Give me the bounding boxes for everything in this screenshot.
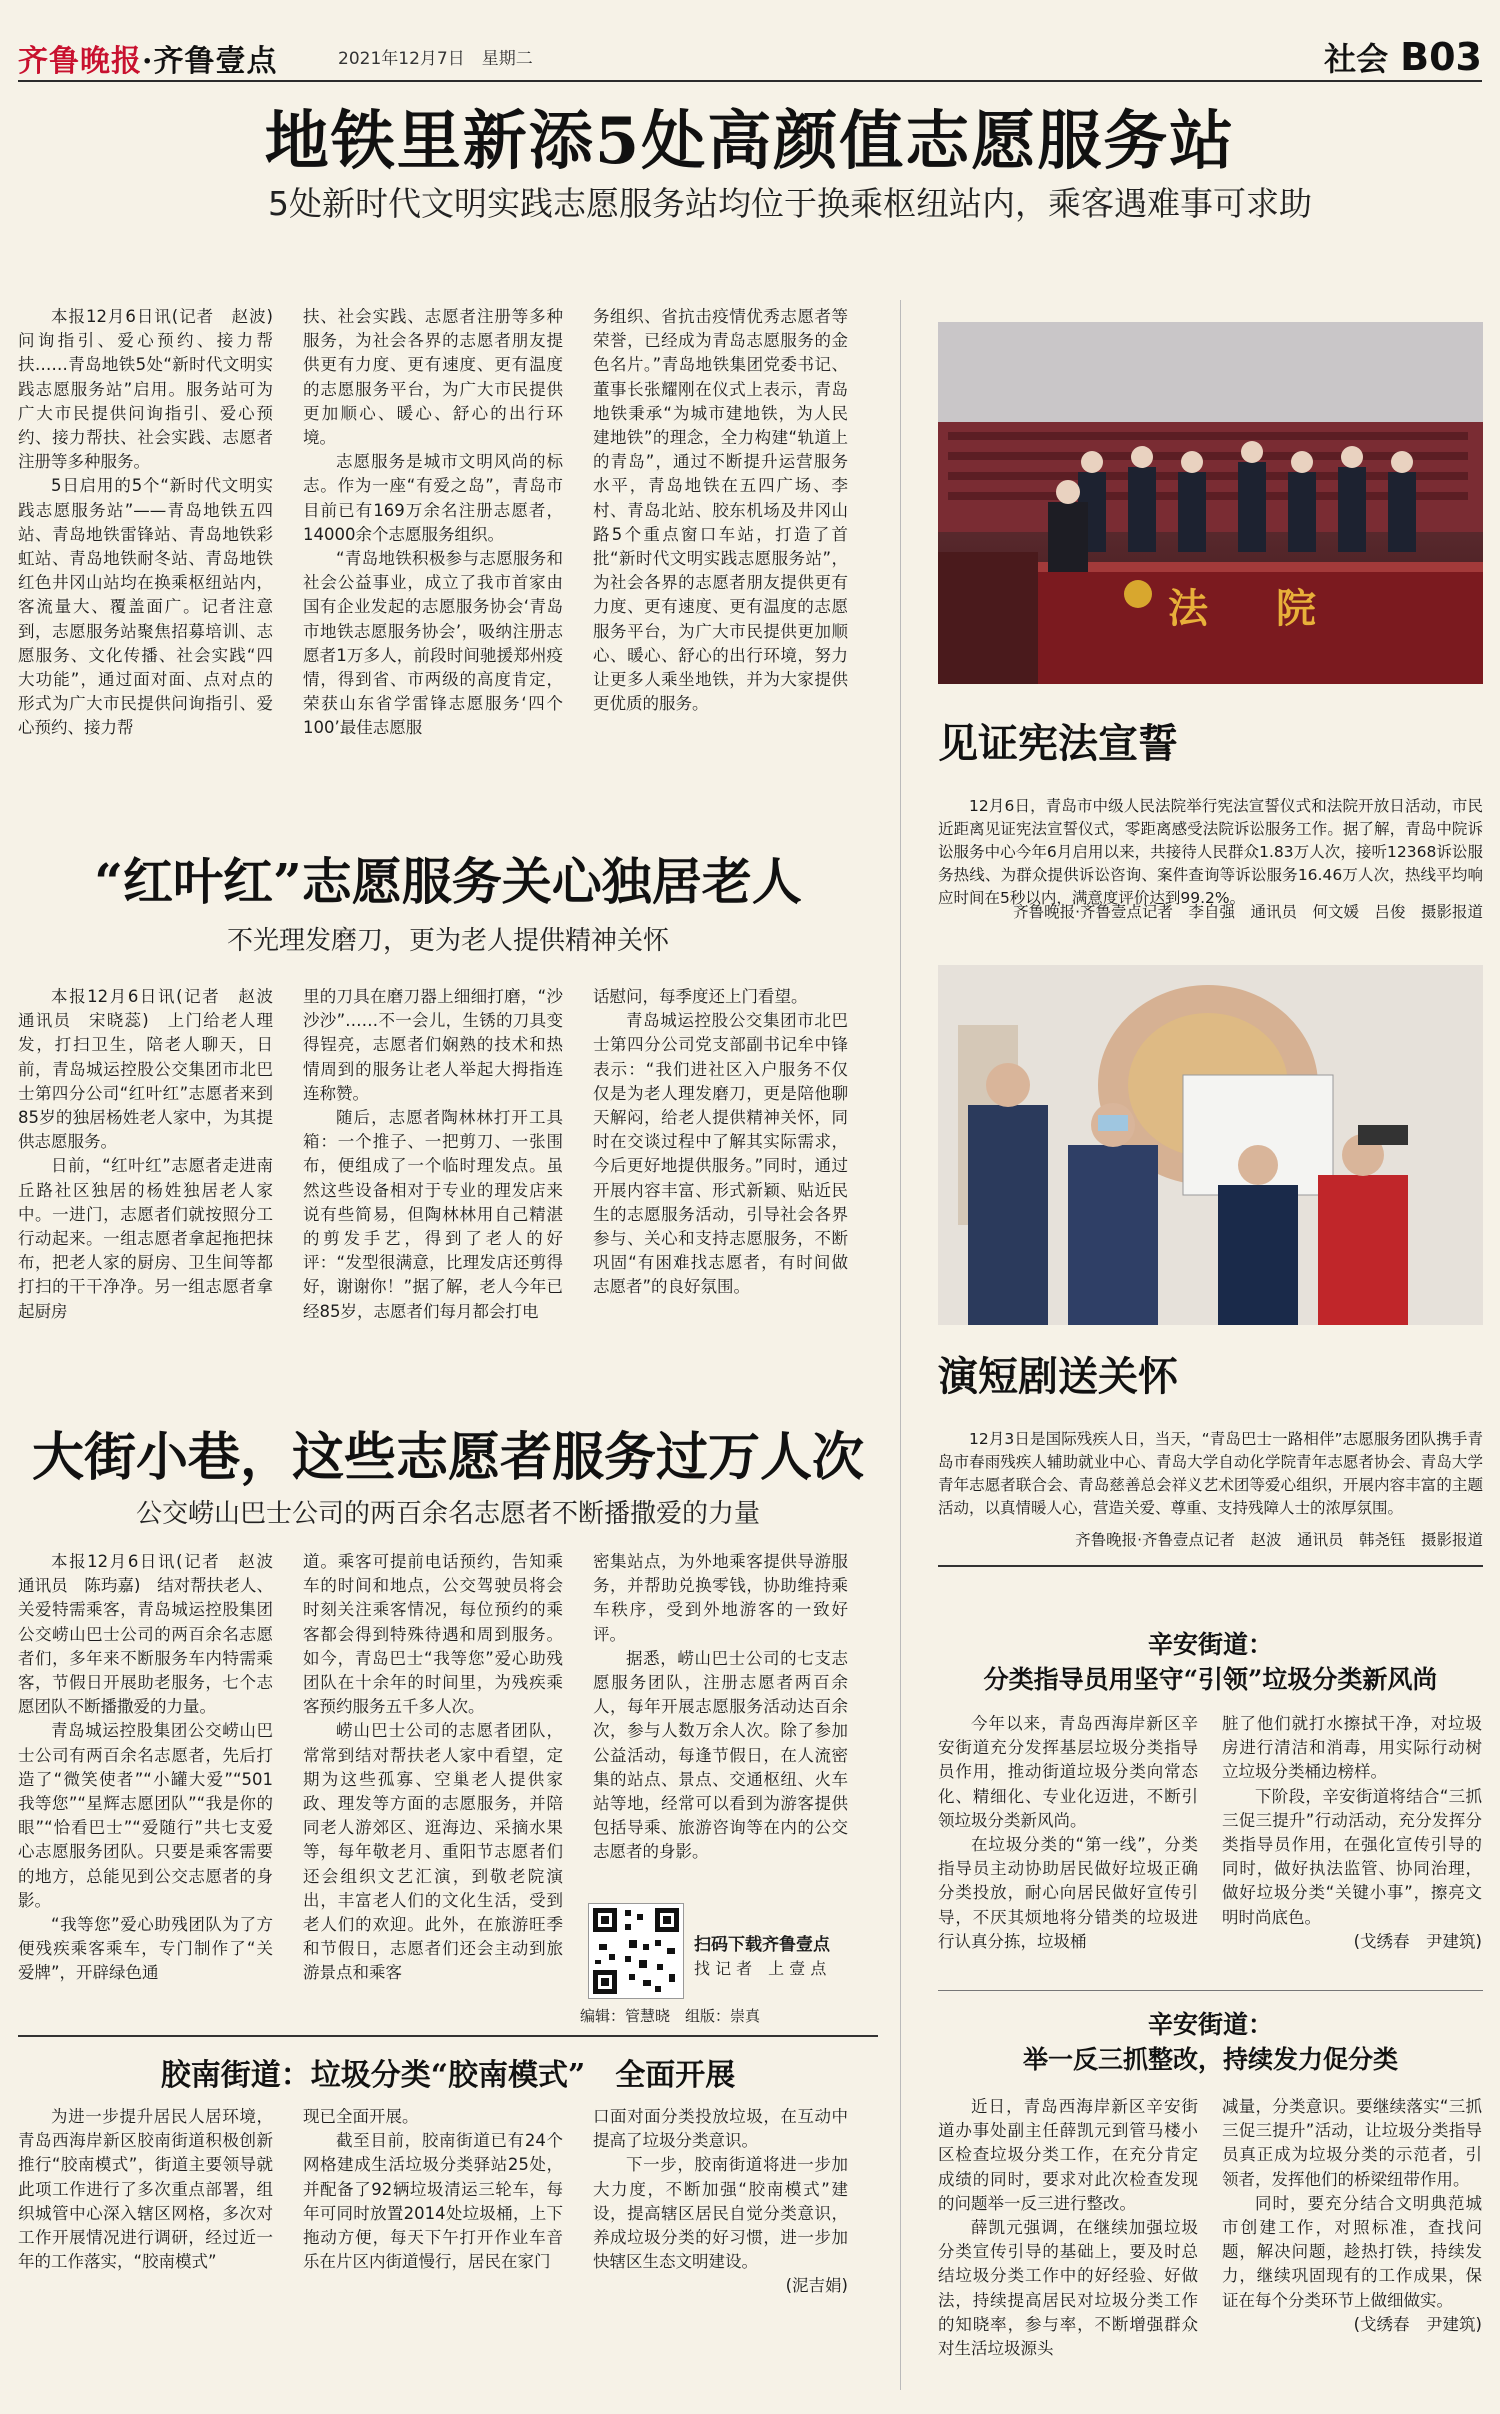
paragraph: 本报12月6日讯(记者 赵波 通讯员 陈玙嘉) 结对帮扶老人、关爱特需乘客，青岛城运控股集团公交崂山巴士公司的两百余名志愿者们，多年来不断服务车内特需乘客，节假日开展助老服务，七个志愿团队不断播撒爱的力量。 <box>18 1552 290 1717</box>
article6-col1 <box>938 2095 1198 2395</box>
article1-title: 地铁里新添5处高颜值志愿服务站 <box>264 104 1236 179</box>
drama-illustration <box>938 965 1483 1325</box>
caption-text: 12月3日是国际残疾人日，当天，“青岛巴士一路相伴”志愿服务团队携手青岛市春雨残疾人辅助就业中心、青岛大学自动化学院青年志愿者协会、青岛大学青年志愿者联合会、青岛慈善总会祥义艺术团等爱心组织，开展内容丰富的主题活动，以真情暖人心，营造关爱、尊重、支持残障人士的浓厚氛围。 <box>938 1430 1483 1517</box>
photo2-caption <box>938 1428 1483 1520</box>
paragraph: 话慰问，每季度还上门看望。 <box>593 987 808 1006</box>
article3-col3 <box>593 1550 848 1862</box>
paragraph: 下一步，胶南街道将进一步加大力度，不断加强“胶南模式”建设，提高辖区居民自觉分类意识，养成垃圾分类的好习惯，进一步加快辖区生态文明建设。 <box>593 2155 848 2272</box>
paragraph: 据悉，崂山巴士公司的七支志愿服务团队，注册志愿者两百余人，每年开展志愿服务活动达百余次，参与人数万余人次。除了参加公益活动，每逢节假日，在人流密集的站点、景点、交通枢纽、火车站等地，经常可以看到为游客提供包括导乘、旅游咨询等在内的公交志愿者的身影。 <box>593 1648 848 1862</box>
article4-col2 <box>303 2105 563 2395</box>
article6-title-line1: 辛安街道： <box>1147 2010 1273 2039</box>
caption-text: 12月6日，青岛市中级人民法院举行宪法宣誓仪式和法院开放日活动，市民近距离见证宪法宣誓仪式，零距离感受法院诉讼服务工作。据了解，青岛中院诉讼服务中心今年6月启用以来，共接待人民群众1.83万人次，接听12368诉讼服务热线、为群众提供诉讼咨询、案件查询等诉讼服务16.46万人次，热线平均响应时间在5秒以内，满意度评价达到99.2%。 <box>938 797 1483 907</box>
article4-col3 <box>593 2105 848 2395</box>
page-section: 社会 B03 <box>1324 35 1482 79</box>
paragraph: 随后，志愿者陶林林打开工具箱：一个推子、一把剪刀、一张围布，便组成了一个临时理发点。虽然这些设备相对于专业的理发店来说有些简易，但陶林林用自己精湛的剪发手艺，得到了老人的好评：“发型很满意，比理发店还剪得好，谢谢你！”据了解，老人今年已经85岁，志愿者们每月都会打电 <box>303 1108 563 1321</box>
article6-col2 <box>1222 2095 1482 2395</box>
paragraph: 扶、社会实践、志愿者注册等多种服务，为社会各界的志愿者朋友提供更有力度、更有速度、更有温度的志愿服务平台，为广大市民提供更加顺心、暖心、舒心的出行环境。 <box>303 307 563 448</box>
paragraph: 薛凯元强调，在继续加强垃圾分类宣传引导的基础上，要及时总结垃圾分类工作中的好经验、好做法，持续提高居民对垃圾分类工作的知晓率，参与率，不断增强群众对生活垃圾源头 <box>938 2218 1198 2359</box>
article3-col1 <box>18 1550 290 2020</box>
paragraph: 为进一步提升居民人居环境，青岛西海岸新区胶南街道积极创新推行“胶南模式”，街道主要领导就此项工作进行了多次重点部署，组织城管中心深入辖区网格，多次对工作开展情况进行调研，经过近一年的工作落实，“胶南模式” <box>18 2107 273 2272</box>
paragraph: “我等您”爱心助残团队为了方便残疾乘客乘车，专门制作了“关爱牌”，开辟绿色通 <box>18 1915 273 1983</box>
courtroom-photo <box>938 322 1483 684</box>
photo1-title: 见证宪法宣誓 <box>938 720 1178 767</box>
article5-author: (戈绣春 尹建筑) <box>1353 1931 1482 1951</box>
court-sign: 法 院 <box>1168 585 1330 632</box>
qr-code-graphic <box>589 1904 683 1998</box>
paragraph: 密集站点，为外地乘客提供导游服务，并帮助兑换零钱，协助维持乘车秩序，受到外地游客的一致好评。 <box>593 1552 848 1644</box>
divider <box>938 1990 1483 1991</box>
photo2-title: 演短剧送关怀 <box>938 1353 1178 1400</box>
article2-title: “红叶红”志愿服务关心独居老人 <box>94 852 802 911</box>
article2-subtitle: 不光理发磨刀，更为老人提供精神关怀 <box>226 926 669 956</box>
masthead <box>18 22 1482 82</box>
paragraph: 青岛城运控股集团公交崂山巴士公司有两百余名志愿者，先后打造了“微笑使者”“小罐大爱”“501我等您”“星辉志愿团队”“我是你的眼”“恰看巴士”“爱随行”共七支爱心志愿服务团队。只要是乘客需要的地方，总能见到公交志愿者的身影。 <box>18 1721 273 1910</box>
article2-col2 <box>303 985 563 1335</box>
paragraph: 现已全面开展。 <box>303 2107 419 2126</box>
article2-col3 <box>593 985 848 1335</box>
photo1-caption <box>938 795 1483 910</box>
article5-col1 <box>938 1712 1198 1972</box>
paragraph: 本报12月6日讯(记者 赵波) 问询指引、爱心预约、接力帮扶……青岛地铁5处“新时代文明实践志愿服务站”启用。服务站可为广大市民提供问询指引、爱心预约、接力帮扶、社会实践、志愿者注册等多种服务。 <box>18 307 290 472</box>
article3-col2 <box>303 1550 563 2020</box>
paragraph: 5日启用的5个“新时代文明实践志愿服务站”——青岛地铁五四站、青岛地铁雷锋站、青岛地铁彩虹站、青岛地铁耐冬站、青岛地铁红色井冈山站均在换乘枢纽站内，客流量大、覆盖面广。记者注意到，志愿服务站聚焦招募培训、志愿服务、文化传播、社会实践“四大功能”，通过面对面、点对点的形式为广大市民提供问询指引、爱心预约、接力帮 <box>18 476 273 738</box>
qr-label: 扫码下载齐鲁壹点 <box>694 1935 830 1955</box>
paragraph: 在垃圾分类的“第一线”，分类指导员主动协助居民做好垃圾正确分类投放，耐心向居民做好宣传引导，不厌其烦地将分错类的垃圾进行认真分拣，垃圾桶 <box>938 1835 1198 1951</box>
article3-title: 大街小巷，这些志愿者服务过万人次 <box>31 1427 864 1488</box>
divider <box>938 1565 1483 1567</box>
editor-credit: 编辑：管慧晓 组版：崇真 <box>580 2007 761 2025</box>
drama-photo <box>938 965 1483 1325</box>
paragraph: 务组织、省抗击疫情优秀志愿者等荣誉，已经成为青岛志愿服务的金色名片。”青岛地铁集团党委书记、董事长张耀刚在仪式上表示，青岛地铁秉承“为城市建地铁，为人民建地铁”的理念，全力构建“轨道上的青岛”，通过不断提升运营服务水平，青岛地铁在五四广场、李村、青岛北站、胶东机场及井冈山路5个重点窗口车站，打造了首批“新时代文明实践志愿服务站”，为社会各界的志愿者朋友提供更有力度、更有速度、更有温度的志愿服务平台，为广大市民提供更加顺心、暖心、舒心的出行环境，努力让更多人乘坐地铁，并为大家提供更优质的服务。 <box>593 307 848 714</box>
paragraph: 脏了他们就打水擦拭干净，对垃圾房进行清洁和消毒，用实际行动树立垃圾分类桶边榜样。 <box>1222 1714 1482 1782</box>
paragraph: 下阶段，辛安街道将结合“三抓三促三提升”行动活动，充分发挥分类指导员作用，在强化宣传引导的同时，做好执法监管、协同治理，做好垃圾分类“关键小事”，擦亮文明时尚底色。 <box>1222 1786 1482 1927</box>
article2-col1 <box>18 985 290 1335</box>
article1-col3 <box>593 305 848 775</box>
paragraph: 减量，分类意识。要继续落实“三抓三促三提升”活动，让垃圾分类指导员真正成为垃圾分类的示范者，引领者，发挥他们的桥梁纽带作用。 <box>1222 2097 1482 2189</box>
paragraph: 日前，“红叶红”志愿者走进南丘路社区独居的杨姓独居老人家中。一进门，志愿者们就按照分工行动起来。一组志愿者拿起拖把抹布，把老人家的厨房、卫生间等都打扫的干干净净。另一组志愿者拿起厨房 <box>18 1156 273 1321</box>
article4-title: 胶南街道：垃圾分类“胶南模式” 全面开展 <box>160 2058 736 2093</box>
article1-col1 <box>18 305 290 775</box>
article1-subtitle: 5处新时代文明实践志愿服务站均位于换乘枢纽站内，乘客遇难事可求助 <box>268 184 1312 223</box>
article5-col2 <box>1222 1712 1482 1972</box>
article3-subtitle: 公交崂山巴士公司的两百余名志愿者不断播撒爱的力量 <box>135 1499 760 1529</box>
paragraph: 志愿服务是城市文明风尚的标志。作为一座“有爱之岛”，青岛市目前已有169万余名注册志愿者，14000余个志愿服务组织。 <box>303 452 563 544</box>
paragraph: 道。乘客可提前电话预约，告知乘车的时间和地点，公交驾驶员将会时刻关注乘客情况，每位预约的乘客都会得到特殊待遇和周到服务。如今，青岛巴士“我等您”爱心助残团队在十余年的时间里，为残疾乘客预约服务五千多人次。 <box>303 1552 563 1717</box>
paragraph: 里的刀具在磨刀器上细细打磨，“沙沙沙”……不一会儿，生锈的刀具变得锃亮，志愿者们娴熟的技术和热情周到的服务让老人举起大拇指连连称赞。 <box>303 987 563 1103</box>
divider <box>18 2035 878 2037</box>
column-divider <box>900 300 901 2390</box>
paragraph: 崂山巴士公司的志愿者团队，常常到结对帮扶老人家中看望，定期为这些孤寡、空巢老人提供家政、理发等方面的志愿服务，并陪同老人游郊区、逛海边、采摘水果等，每年敬老月、重阳节志愿者们还会组织文艺汇演，到敬老院演出，丰富老人们的文化生活，受到老人们的欢迎。此外，在旅游旺季和节假日，志愿者们还会主动到旅游景点和乘客 <box>303 1721 563 1983</box>
paragraph: 截至目前，胶南街道已有24个网格建成生活垃圾分类驿站25处，并配备了92辆垃圾清运三轮车，每年可同时放置2014处垃圾桶，上下拖动方便，每天下午打开作业车音乐在片区内街道慢行，居民在家门 <box>303 2131 563 2272</box>
article1-col2 <box>303 305 563 775</box>
paragraph: 今年以来，青岛西海岸新区辛安街道充分发挥基层垃圾分类指导员作用，推动街道垃圾分类向常态化、精细化、专业化迈进，不断引领垃圾分类新风尚。 <box>938 1714 1198 1830</box>
article6-author: (戈绣春 尹建筑) <box>1353 2314 1482 2334</box>
paragraph: 青岛城运控股公交集团市北巴士第四分公司党支部副书记牟中锋表示：“我们进社区入户服务不仅仅是为老人理发磨刀，更是陪他聊天解闷，给老人提供精神关怀，同时在交谈过程中了解其实际需求，今后更好地提供服务。”同时，通过开展内容丰富、形式新颖、贴近民生的志愿服务活动，引导社会各界参与、关心和支持志愿服务，不断巩固“有困难找志愿者，有时间做志愿者”的良好氛围。 <box>593 1011 848 1297</box>
issue-date: 2021年12月7日 星期二 <box>338 49 533 69</box>
qr-code-icon[interactable] <box>588 1903 684 1999</box>
photo1-credit: 齐鲁晚报·齐鲁壹点记者 李自强 通讯员 何文媛 吕俊 摄影报道 <box>1013 903 1483 921</box>
paragraph: 同时，要充分结合文明典范城市创建工作，对照标准，查找问题，解决问题，趁热打铁，持续发力，继续巩固现有的工作成果，保证在每个分类环节上做细做实。 <box>1222 2193 1482 2310</box>
photo2-credit: 齐鲁晚报·齐鲁壹点记者 赵波 通讯员 韩尧钰 摄影报道 <box>1075 1531 1483 1549</box>
article4-author: (泥吉娟) <box>785 2276 848 2296</box>
paragraph: 口面对面分类投放垃圾，在互动中提高了垃圾分类意识。 <box>593 2107 848 2151</box>
newspaper-logo: 齐鲁晚报·齐鲁壹点 <box>18 44 278 79</box>
article5-title-line1: 辛安街道： <box>1147 1630 1273 1659</box>
paragraph: “青岛地铁积极参与志愿服务和社会公益事业，成立了我市首家由国有企业发起的志愿服务协会‘青岛市地铁志愿服务协会’，吸纳注册志愿者1万多人，前段时间驰援郑州疫情，得到省、市两级的高度肯定，荣获山东省学雷锋志愿服务‘四个100’最佳志愿服 <box>303 549 563 738</box>
qr-sublabel: 找 记 者 上 壹 点 <box>694 1959 827 1978</box>
paragraph: 近日，青岛西海岸新区辛安街道办事处副主任薛凯元到管马楼小区检查垃圾分类工作，在充分肯定成绩的同时，要求对此次检查发现的问题举一反三进行整改。 <box>938 2097 1198 2213</box>
paragraph: 本报12月6日讯(记者 赵波 通讯员 宋晓蕊) 上门给老人理发，打扫卫生，陪老人聊天，日前，青岛城运控股公交集团市北巴士第四分公司“红叶红”志愿者来到85岁的独居杨姓老人家中，为其提供志愿服务。 <box>18 987 290 1152</box>
article5-title-line2: 分类指导员用坚守“引领”垃圾分类新风尚 <box>983 1665 1438 1694</box>
article6-title-line2: 举一反三抓整改，持续发力促分类 <box>1022 2045 1398 2074</box>
article4-col1 <box>18 2105 273 2395</box>
